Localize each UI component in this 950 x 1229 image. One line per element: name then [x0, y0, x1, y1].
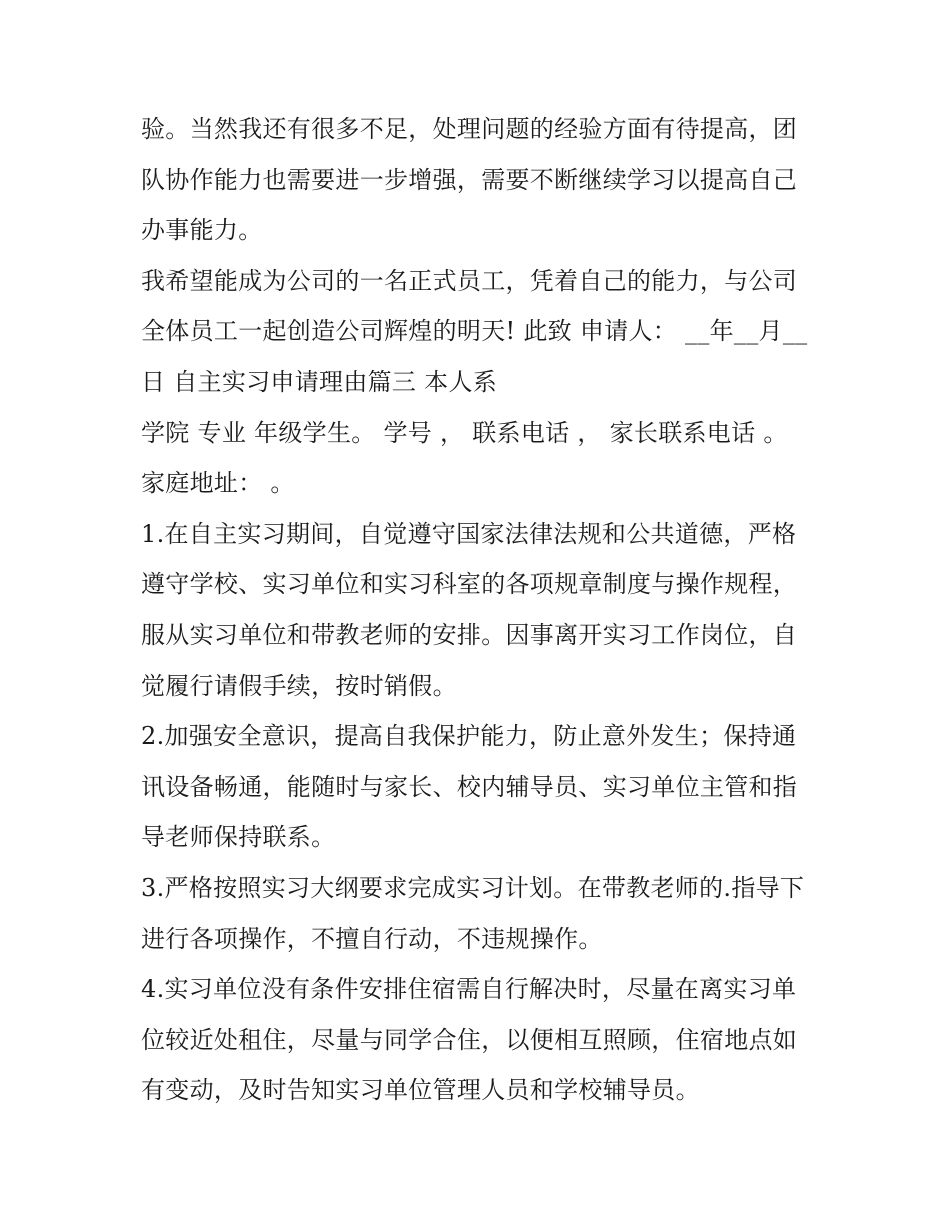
- text-line: 4.实习单位没有条件安排住宿需自行解决时，尽量在离实习单: [141, 975, 797, 1004]
- text-line: 日 自主实习申请理由篇三 本人系: [141, 367, 498, 396]
- text-line: 队协作能力也需要进一步增强，需要不断继续学习以提高自己: [141, 165, 798, 194]
- text-line: 遵守学校、实习单位和实习科室的各项规章制度与操作规程，: [141, 570, 798, 599]
- text-line: 有变动，及时告知实习单位管理人员和学校辅导员。: [141, 1076, 700, 1105]
- text-line: 家庭地址： 。: [141, 469, 295, 498]
- text-line: 服从实习单位和带教老师的安排。因事离开实习工作岗位，自: [141, 620, 798, 649]
- document-body: [141, 104, 821, 1116]
- text-line: 3.严格按照实习大纲要求完成实习计划。在带教老师的.指导下: [141, 873, 805, 902]
- text-line: 导老师保持联系。: [141, 823, 336, 852]
- text-line: 2.加强安全意识，提高自我保护能力，防止意外发生；保持通: [141, 722, 797, 751]
- text-line: 学院 专业 年级学生。 学号 ， 联系电话 ， 家长联系电话 。: [141, 418, 788, 447]
- text-line: 讯设备畅通，能随时与家长、校内辅导员、实习单位主管和指: [141, 772, 798, 801]
- text-line: 觉履行请假手续，按时销假。: [141, 671, 457, 700]
- text-line: 验。当然我还有很多不足，处理问题的经验方面有待提高，团: [141, 115, 798, 143]
- text-line: 我希望能成为公司的一名正式员工，凭着自己的能力，与公司: [141, 266, 798, 295]
- text-line: 进行各项操作，不擅自行动，不违规操作。: [141, 924, 603, 953]
- text-line: 办事能力。: [141, 216, 263, 245]
- text-line: 1.在自主实习期间，自觉遵守国家法律法规和公共道德，严格: [141, 519, 797, 548]
- text-line: 全体员工一起创造公司辉煌的明天! 此致 申请人： __年__月__: [141, 317, 808, 346]
- text-line: 位较近处租住，尽量与同学合住，以便相互照顾，住宿地点如: [141, 1025, 798, 1054]
